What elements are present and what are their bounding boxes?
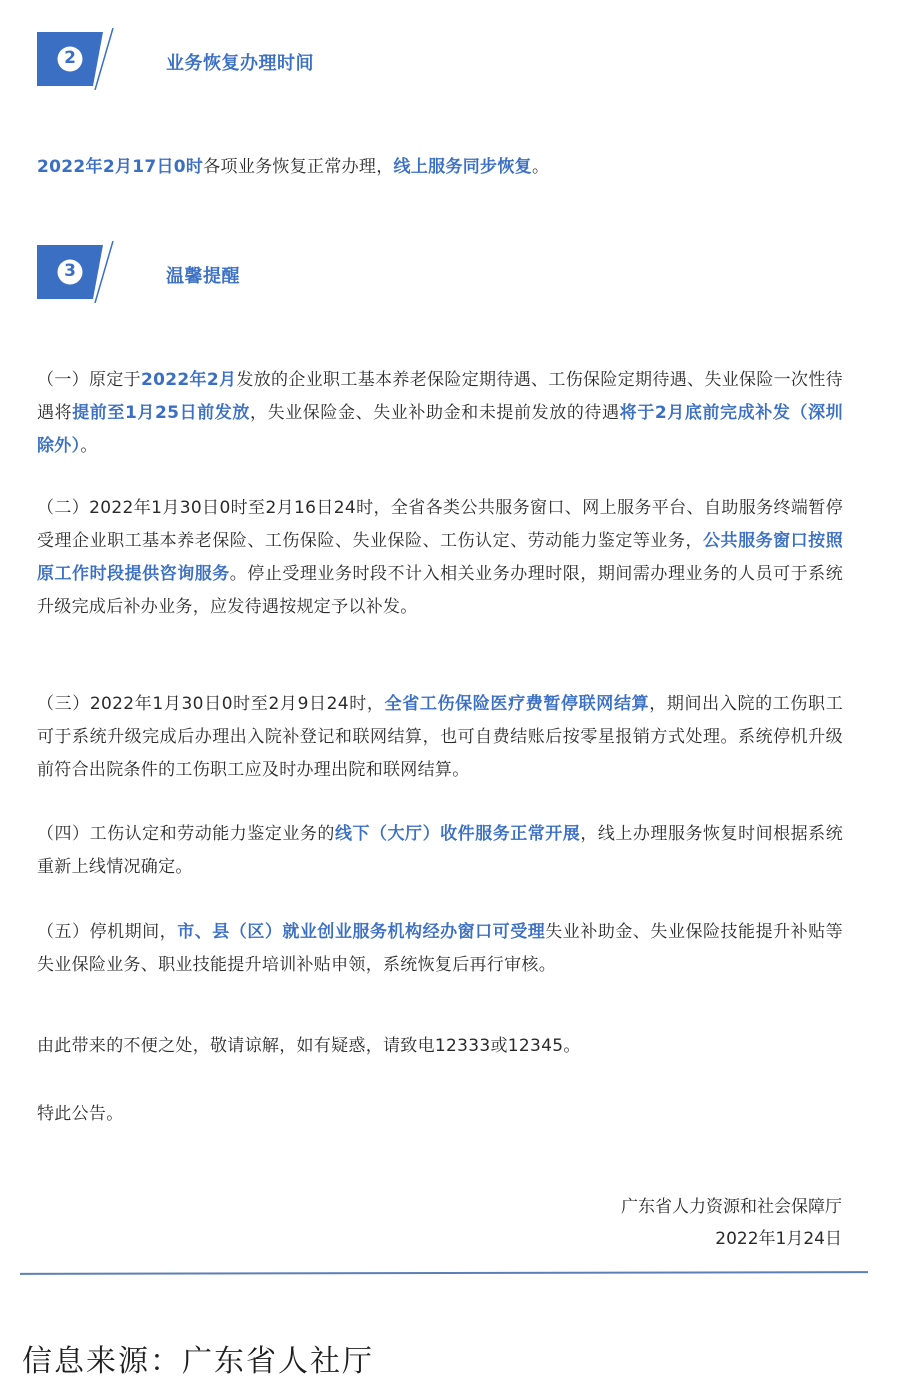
reminder-item-2: （二）2022年1月30日0时至2月16日24时，全省各类公共服务窗口、网上服务平台、自助服务终端暂停受理企业职工基本养老保险、工伤保险、失业保险、工伤认定、劳动能力鉴定等业务，公共服务窗口按照原工作时段提供咨询服务。停止受理业务时段不计入相关业务办理时限，期间需办理业务的人员可于系统升级完成后补办业务，应发待遇按规定予以补发。: [37, 498, 844, 617]
section-2-text: 2022年2月17日0时各项业务恢复正常办理，线上服务同步恢复。: [37, 157, 550, 177]
signature-org: 广东省人力资源和社会保障厅: [621, 1197, 842, 1217]
section-3-number: 3: [64, 261, 76, 281]
section-2-title: 业务恢复办理时间: [166, 53, 314, 74]
reminder-item-5: （五）停机期间，市、县（区）就业创业服务机构经办窗口可受理失业补助金、失业保险技能提升补贴等失业保险业务、职业技能提升培训补贴申领，系统恢复后再行审核。: [37, 922, 843, 975]
section-2-badge: [37, 28, 113, 86]
reminder-item-1: （一）原定于2022年2月发放的企业职工基本养老保险定期待遇、工伤保险定期待遇、失业保险一次性待遇将提前至1月25日前发放，失业保险金、失业补助金和未提前发放的待遇将于2月底前完成补发（深圳除外）。: [37, 370, 843, 456]
apology-text: 由此带来的不便之处，敬请谅解，如有疑惑，请致电12333或12345。: [37, 1036, 581, 1056]
reminder-item-4: （四）工伤认定和劳动能力鉴定业务的线下（大厅）收件服务正常开展，线上办理服务恢复时间根据系统重新上线情况确定。: [37, 824, 843, 877]
section-2-number: 2: [64, 48, 76, 68]
info-source: 信息来源：广东省人社厅: [22, 1344, 374, 1379]
notice-text: 特此公告。: [37, 1104, 124, 1124]
signature-date: 2022年1月24日: [715, 1229, 842, 1249]
resume-date: 2022年2月17日0时: [37, 157, 204, 177]
online-resume: 线上服务同步恢复: [393, 157, 532, 177]
reminder-item-3: （三）2022年1月30日0时至2月9日24时，全省工伤保险医疗费暂停联网结算，期间出入院的工伤职工可于系统升级完成后办理出入院补登记和联网结算，也可自费结账后按零星报销方式处理。系统停机升级前符合出院条件的工伤职工应及时办理出院和联网结算。: [37, 694, 844, 780]
section-3-title: 温馨提醒: [166, 266, 240, 287]
divider-line: [20, 1271, 868, 1275]
section-3-badge: [37, 241, 113, 299]
